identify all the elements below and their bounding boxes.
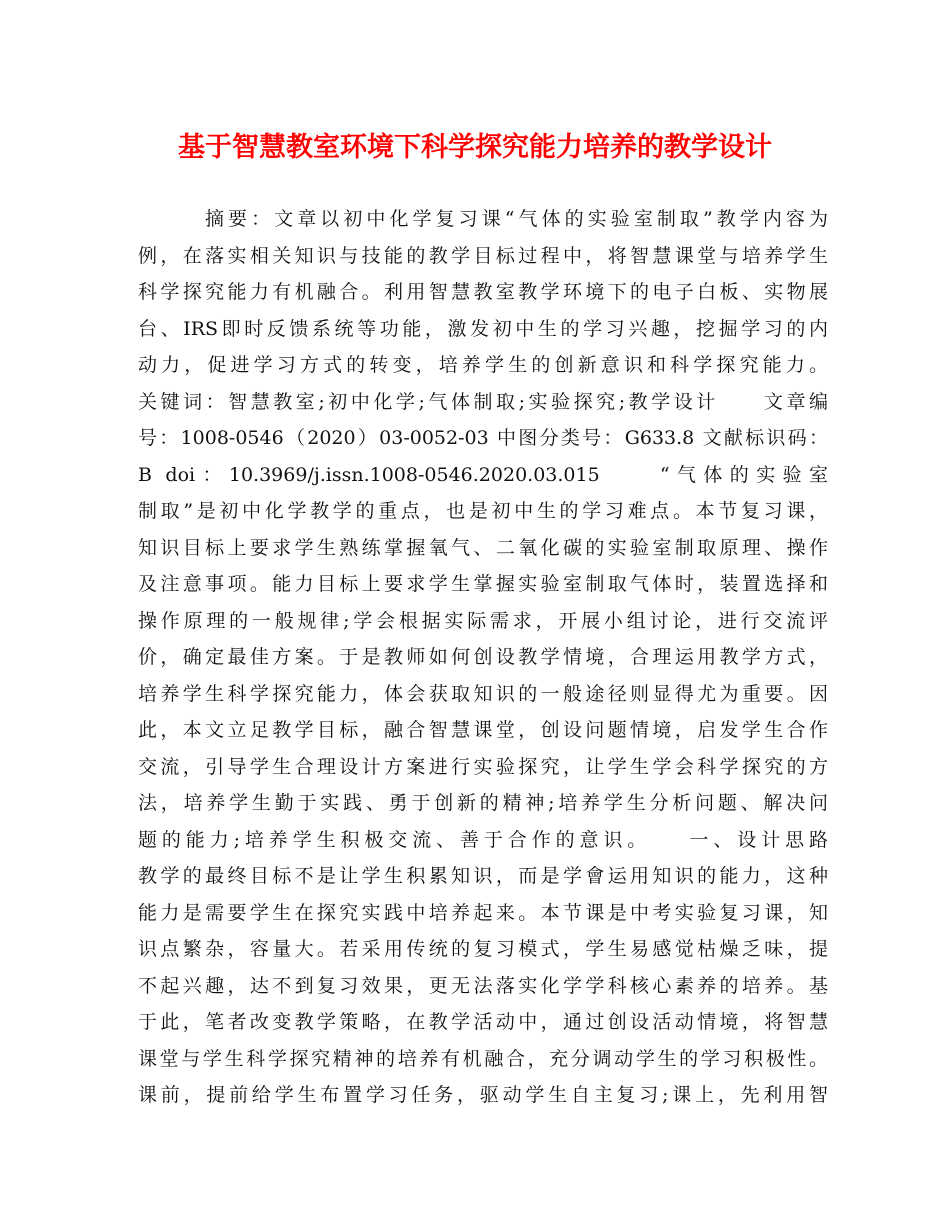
body-text-line: 培养学生科学探究能力，体会获取知识的一般途径则显得尤为重要。因 <box>138 682 828 705</box>
document-title: 基于智慧教室环境下科学探究能力培养的教学设计 <box>178 132 772 163</box>
body-text-line: 知识目标上要求学生熟练掌握氧气、二氧化碳的实验室制取原理、操作 <box>138 536 828 559</box>
body-text-line: 例，在落实相关知识与技能的教学目标过程中，将智慧课堂与培养学生 <box>138 244 828 267</box>
body-text-line: 科学探究能力有机融合。利用智慧教室教学环境下的电子白板、实物展 <box>138 281 828 303</box>
body-text-line: 摘要：文章以初中化学复习课“气体的实验室制取”教学内容为 <box>205 208 828 230</box>
body-text-line: 题的能力;培养学生积极交流、善于合作的意识。 一、设计思路 <box>138 828 828 851</box>
body-text-line: 操作原理的一般规律;学会根据实际需求，开展小组讨论，进行交流评 <box>138 609 828 632</box>
body-text-line: 台、IRS即时反馈系统等功能，激发初中生的学习兴趣，挖掘学习的内 <box>138 317 828 340</box>
body-text-line: 法，培养学生勤于实践、勇于创新的精神;培养学生分析问题、解决问 <box>138 792 828 814</box>
body-text-line: 制取”是初中化学教学的重点，也是初中生的学习难点。本节复习课， <box>138 500 828 522</box>
body-text-line: 不起兴趣，达不到复习效果，更无法落实化学学科核心素养的培养。基 <box>138 974 828 997</box>
body-text-line: 识点繁杂，容量大。若采用传统的复习模式，学生易感觉枯燥乏味，提 <box>138 938 828 960</box>
document-body <box>138 201 828 1114</box>
body-text-line: 课堂与学生科学探究精神的培养有机融合，充分调动学生的学习积极性。 <box>138 1047 828 1070</box>
body-text-line: 于此，笔者改变教学策略，在教学活动中，通过创设活动情境，将智慧 <box>138 1011 828 1033</box>
body-text-line: 此，本文立足教学目标，融合智慧课堂，创设问题情境，启发学生合作 <box>138 719 828 741</box>
body-text-line: 教学的最终目标不是让学生积累知识，而是学會运用知识的能力，这种 <box>138 865 828 887</box>
body-text-line: 价，确定最佳方案。于是教师如何创设教学情境，合理运用教学方式， <box>138 646 828 668</box>
body-text-line: 交流，引导学生合理设计方案进行实验探究，让学生学会科学探究的方 <box>138 755 828 778</box>
body-text-line: 及注意事项。能力目标上要求学生掌握实验室制取气体时，装置选择和 <box>138 573 828 595</box>
body-text-line: 课前，提前给学生布置学习任务，驱动学生自主复习;课上，先利用智 <box>138 1084 828 1106</box>
body-text-line: 关键词：智慧教室;初中化学;气体制取;实验探究;教学设计 文章编 <box>138 390 828 413</box>
body-text-line: 号：1008-0546（2020）03-0052-03 中图分类号：G633.8 文献标识码： <box>138 427 828 449</box>
body-text-line: 能力是需要学生在探究实践中培养起来。本节课是中考实验复习课，知 <box>138 901 828 924</box>
body-text-line: B doi：10.3969/j.issn.1008-0546.2020.03.015 “气体的实验室 <box>138 463 828 486</box>
body-text-line: 动力，促进学习方式的转变，培养学生的创新意识和科学探究能力。 <box>138 354 828 376</box>
